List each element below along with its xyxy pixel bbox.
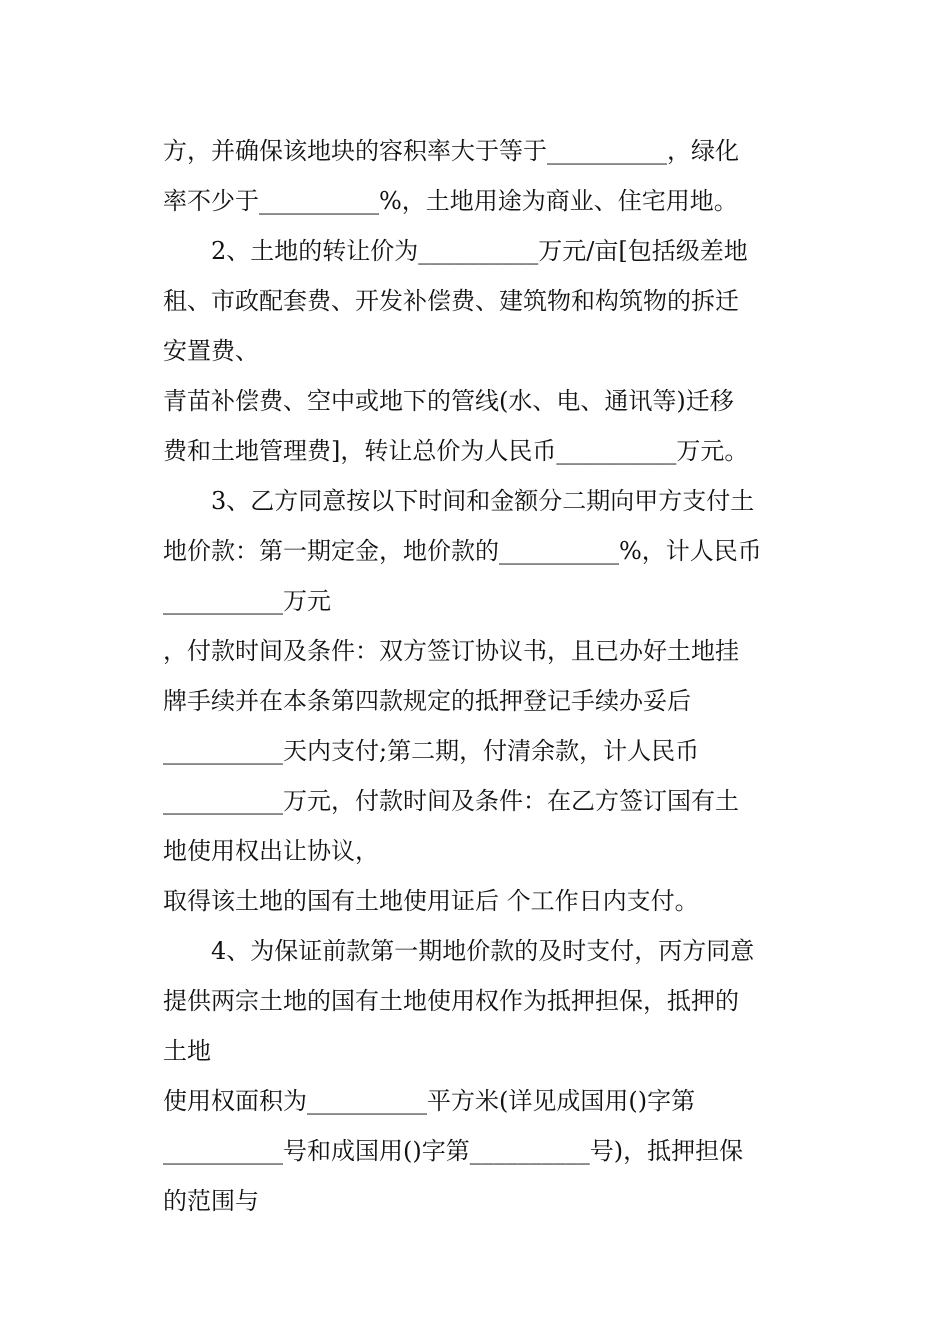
paragraph-line: 土地 — [163, 1037, 211, 1065]
paragraph-line: __________万元，付款时间及条件：在乙方签订国有土 — [163, 787, 739, 815]
paragraph-line: 租、市政配套费、开发补偿费、建筑物和构筑物的拆迁 — [163, 287, 739, 315]
paragraph-line: 青苗补偿费、空中或地下的管线(水、电、通讯等)迁移 — [163, 387, 734, 415]
paragraph-line: 率不少于__________%，土地用途为商业、住宅用地。 — [163, 187, 738, 215]
paragraph-line: 地使用权出让协议， — [163, 837, 379, 865]
paragraph-line: 方，并确保该地块的容积率大于等于__________，绿化 — [163, 137, 739, 165]
paragraph-line: __________万元 — [163, 587, 331, 615]
paragraph-line: 3、乙方同意按以下时间和金额分二期向甲方支付土 — [211, 487, 755, 515]
paragraph-line: 费和土地管理费]，转让总价为人民币__________万元。 — [163, 437, 749, 465]
paragraph-line: 提供两宗土地的国有土地使用权作为抵押担保，抵押的 — [163, 987, 739, 1015]
paragraph-line: ，付款时间及条件：双方签订协议书，且已办好土地挂 — [163, 637, 739, 665]
paragraph-line: 的范围与 — [163, 1187, 259, 1215]
paragraph-line: 2、土地的转让价为__________万元/亩[包括级差地 — [211, 237, 748, 265]
paragraph-line: 安置费、 — [163, 337, 259, 365]
paragraph-line: __________号和成国用()字第__________号)，抵押担保 — [163, 1137, 744, 1165]
paragraph-line: 取得该土地的国有土地使用证后 个工作日内支付。 — [163, 887, 699, 915]
paragraph-line: 使用权面积为__________平方米(详见成国用()字第 — [163, 1087, 696, 1115]
paragraph-line: 4、为保证前款第一期地价款的及时支付，丙方同意 — [211, 937, 755, 965]
paragraph-line: 地价款：第一期定金，地价款的__________%，计人民币 — [163, 537, 762, 565]
paragraph-line: __________天内支付;第二期，付清余款，计人民币 — [163, 737, 700, 765]
paragraph-line: 牌手续并在本条第四款规定的抵押登记手续办妥后 — [163, 687, 691, 715]
